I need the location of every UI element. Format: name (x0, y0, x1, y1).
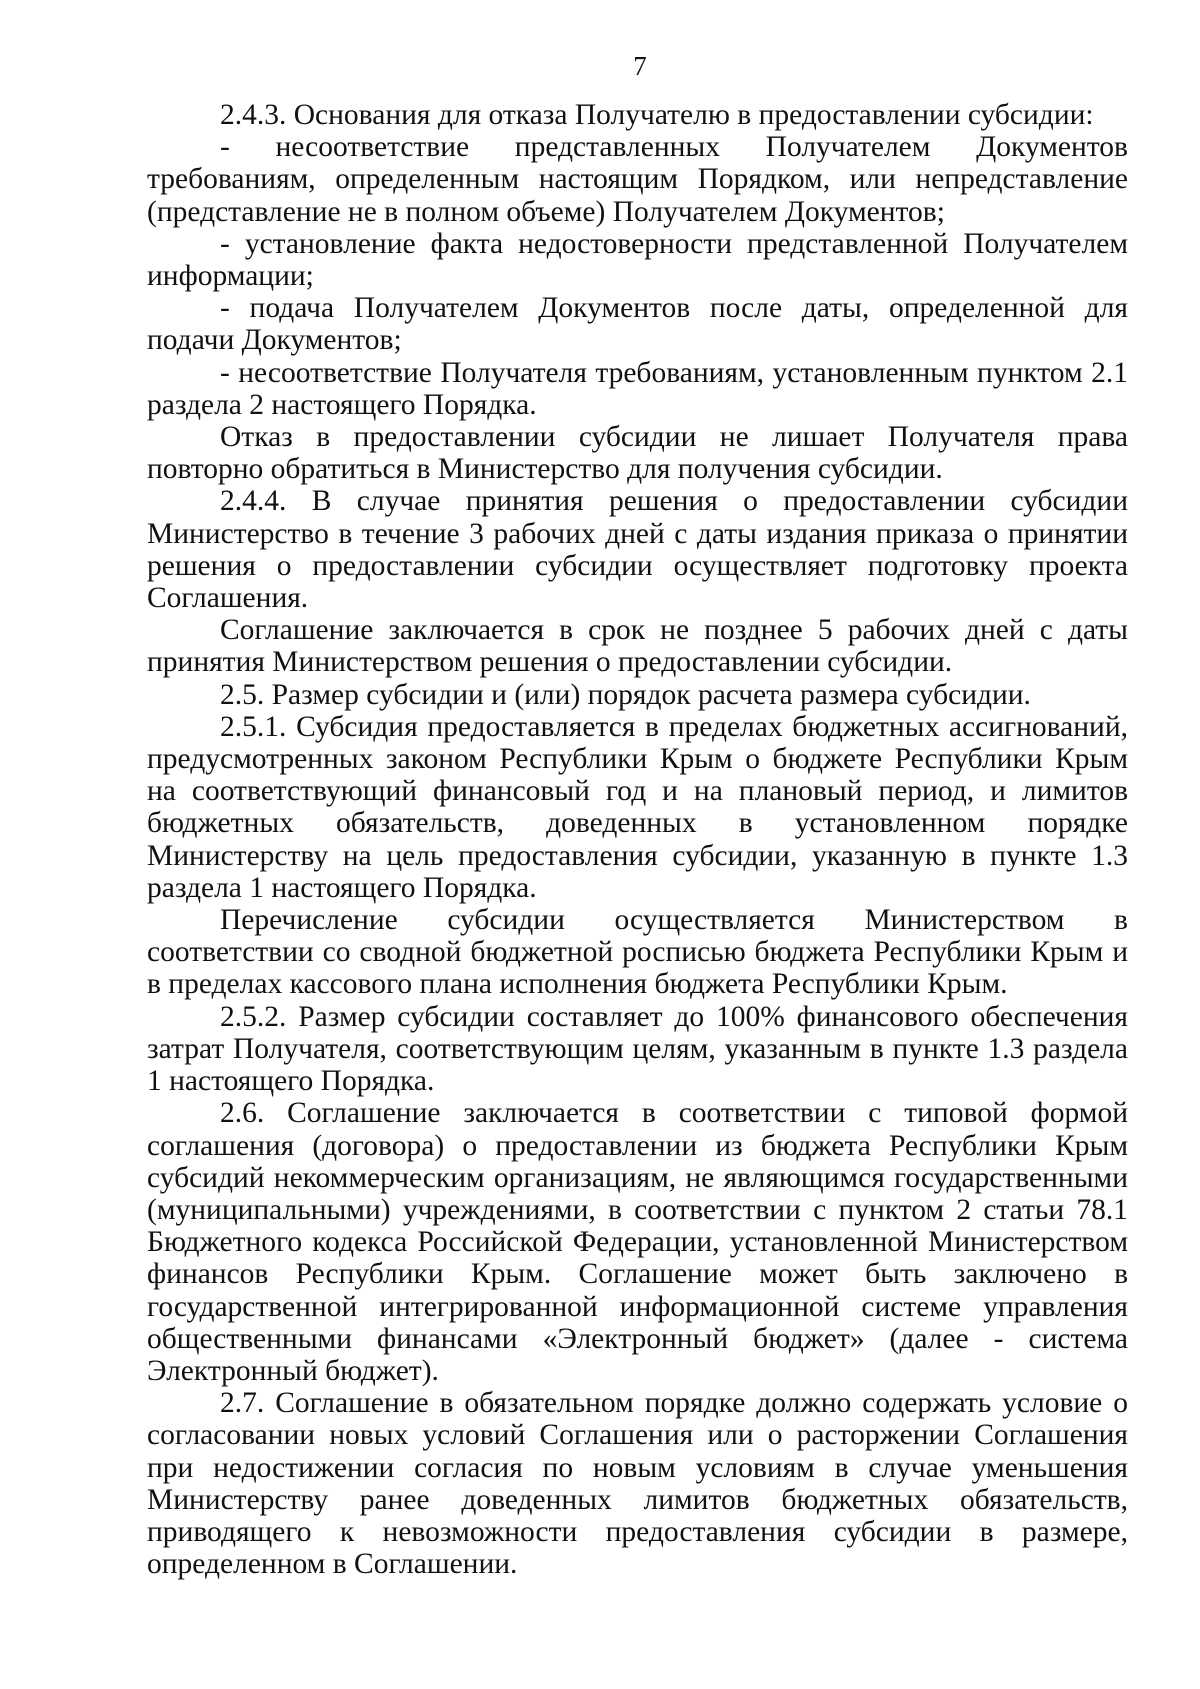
paragraph-2-5-2: 2.5.2. Размер субсидии составляет до 100% финансового обеспечения затрат Получателя, соответствующим целям, указанным в пункте 1.3 раздела 1 настоящего Порядка. (147, 1000, 1128, 1098)
paragraph-transfer: Перечисление субсидии осуществляется Министерством в соответствии со сводной бюджетной росписью бюджета Республики Крым и в пределах кассового плана исполнения бюджета Республики Крым. (147, 904, 1128, 1001)
paragraph-2-5-1: 2.5.1. Субсидия предоставляется в пределах бюджетных ассигнований, предусмотренных законом Республики Крым о бюджете Республики Крым на соответствующий финансовый год и на плановый период, и лимитов бюджетных обязательств, доведенных в установленном порядке Министерству на цель предоставления субсидии, указанную в пункте 1.3 раздела 1 настоящего Порядка. (147, 710, 1128, 904)
paragraph-refusal-note: Отказ в предоставлении субсидии не лишает Получателя права повторно обратиться в Министерство для получения субсидии. (147, 421, 1128, 486)
list-item-noncompliance-documents: - несоответствие представленных Получателем Документов требованиям, определенным настоящим Порядком, или непредставление (представление не в полном объеме) Получателем Документов; (147, 131, 1128, 228)
document-body (147, 99, 1128, 1580)
paragraph-2-4-4: 2.4.4. В случае принятия решения о предоставлении субсидии Министерство в течение 3 рабочих дней с даты издания приказа о принятии решения о предоставлении субсидии осуществляет подготовку проекта Соглашения. (147, 485, 1128, 615)
paragraph-2-7: 2.7. Соглашение в обязательном порядке должно содержать условие о согласовании новых условий Соглашения или о расторжении Соглашения при недостижении согласия по новым условиям в случае уменьшения Министерству ранее доведенных лимитов бюджетных обязательств, приводящего к невозможности предоставления субсидии в размере, определенном в Соглашении. (147, 1387, 1128, 1581)
list-item-recipient-noncompliance: - несоответствие Получателя требованиям, установленным пунктом 2.1 раздела 2 настоящего Порядка. (147, 356, 1128, 421)
paragraph-agreement-term: Соглашение заключается в срок не позднее 5 рабочих дней с даты принятия Министерством решения о предоставлении субсидии. (147, 614, 1128, 679)
paragraph-2-6: 2.6. Соглашение заключается в соответствии с типовой формой соглашения (договора) о предоставлении из бюджета Республики Крым субсидий некоммерческим организациям, не являющимся государственными (муниципальными) учреждениями, в соответствии с пунктом 2 статьи 78.1 Бюджетного кодекса Российской Федерации, установленной Министерством финансов Республики Крым. Соглашение может быть заключено в государственной интегрированной информационной системе управления общественными финансами «Электронный бюджет» (далее - система Электронный бюджет). (147, 1097, 1128, 1387)
list-item-late-submission: - подача Получателем Документов после даты, определенной для подачи Документов; (147, 292, 1128, 357)
list-item-unreliable-information: - установление факта недостоверности представленной Получателем информации; (147, 227, 1128, 293)
paragraph-2-5: 2.5. Размер субсидии и (или) порядок расчета размера субсидии. (220, 678, 1031, 711)
page-number: 7 (633, 51, 647, 81)
paragraph-2-4-3: 2.4.3. Основания для отказа Получателю в предоставлении субсидии: (220, 99, 1094, 131)
